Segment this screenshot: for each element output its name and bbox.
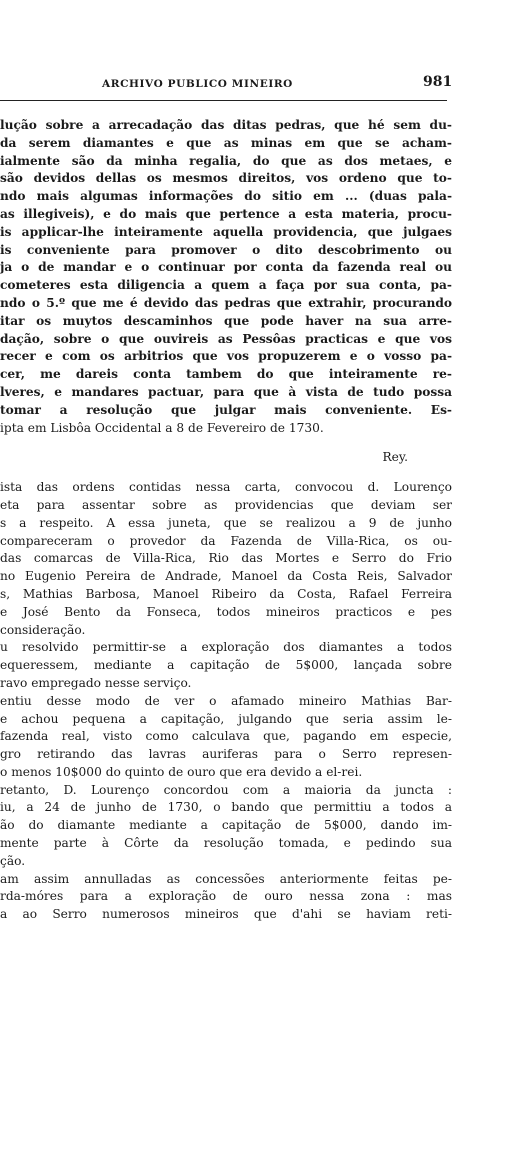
text-line: consideração. [0, 622, 86, 637]
text-line: is applicar-lhe inteiramente aquella providencia, que julgaes [0, 224, 452, 239]
page-number: 981 [423, 74, 453, 90]
text-line: ista das ordens contidas nessa carta, convocou d. Lourenço [0, 480, 452, 495]
text-line: ja o de mandar e o continuar por conta da fazenda real ou [0, 260, 452, 275]
text-line: am assim annulladas as concessões anteriormente feitas pe- [0, 871, 452, 886]
text-line: ipta em Lisbôa Occidental a 8 de Fevereiro de 1730. [0, 420, 324, 435]
text-line: ialmente são da minha regalia, do que as dos metaes, e [0, 153, 452, 168]
text-line: o menos 10$000 do quinto de ouro que era devido a el-rei. [0, 764, 363, 779]
text-line: ndo o 5.º que me é devido das pedras que extrahir, procurando [0, 295, 452, 310]
text-line: retanto, D. Lourenço concordou com a maioria da juncta : [0, 782, 452, 797]
text-line: tomar a resolução que julgar mais conveniente. Es- [0, 402, 452, 417]
text-line: e José Bento da Fonseca, todos mineiros practicos e pes [0, 604, 452, 619]
text-line: gro retirando das lavras auriferas para o Serro represen- [0, 747, 452, 762]
text-line: lveres, e mandares pactuar, para que à vista de tudo possa [0, 384, 452, 399]
text-line: fazenda real, visto como calculava que, pagando em especie, [0, 729, 452, 744]
paragraph-royal-letter [0, 117, 452, 437]
text-line: no Eugenio Pereira de Andrade, Manoel da Costa Reis, Salvador [0, 569, 452, 584]
body-text [0, 117, 452, 924]
text-line: ndo mais algumas informações do sitio em ... (duas pala- [0, 189, 452, 204]
signature: Rey. [382, 450, 408, 465]
header-rule [0, 100, 447, 101]
text-line: eta para assentar sobre as providencias que deviam ser [0, 497, 452, 512]
text-line: cometeres esta diligencia a quem a faça por sua conta, pa- [0, 278, 452, 293]
text-line: rda-móres para a exploração de ouro nessa zona : mas [0, 889, 452, 904]
text-line: recer e com os arbitrios que vos propuzerem e o vosso pa- [0, 349, 452, 364]
text-line: s a respeito. A essa juneta, que se realizou a 9 de junho [0, 515, 452, 530]
text-line: u resolvido permittir-se a exploração dos diamantes a todos [0, 640, 452, 655]
text-line: cer, me dareis conta tambem do que inteiramente re- [0, 367, 452, 382]
text-line: dação, sobre o que ouvireis as Pessôas practicas e que vos [0, 331, 452, 346]
text-line: is conveniente para promover o dito descobrimento ou [0, 242, 452, 257]
text-line: as illegiveis), e do mais que pertence a esta materia, procu- [0, 206, 452, 221]
text-line: mente parte à Côrte da resolução tomada, e pedindo sua [0, 836, 452, 851]
text-line: compareceram o provedor da Fazenda de Villa-Rica, os ou- [0, 533, 452, 548]
text-line: s, Mathias Barbosa, Manoel Ribeiro da Costa, Rafael Ferreira [0, 586, 452, 601]
text-line: ravo empregado nesse serviço. [0, 675, 192, 690]
running-head [0, 74, 528, 96]
text-line: são devidos dellas os mesmos direitos, vos ordeno que to- [0, 171, 452, 186]
running-head-title: ARCHIVO PUBLICO MINEIRO [102, 78, 293, 90]
text-line: ão do diamante mediante a capitação de 5$000, dando im- [0, 818, 452, 833]
text-line: das comarcas de Villa-Rica, Rio das Mortes e Serro do Frio [0, 551, 452, 566]
text-line: iu, a 24 de junho de 1730, o bando que permittiu a todos a [0, 800, 452, 815]
text-line: entiu desse modo de ver o afamado mineiro Mathias Bar- [0, 693, 452, 708]
text-line: ção. [0, 853, 26, 868]
text-line: da serem diamantes e que as minas em que se acham- [0, 135, 452, 150]
text-line: a ao Serro numerosos mineiros que d'ahi se haviam reti- [0, 907, 452, 922]
text-line: lução sobre a arrecadação das ditas pedras, que hé sem du- [0, 118, 452, 132]
text-line: itar os muytos descaminhos que pode haver na sua arre- [0, 313, 452, 328]
paragraph-juncta [0, 479, 452, 924]
text-line: equeressem, mediante a capitação de 5$000, lançada sobre [0, 658, 452, 673]
text-line: e achou pequena a capitação, julgando que seria assim le- [0, 711, 452, 726]
